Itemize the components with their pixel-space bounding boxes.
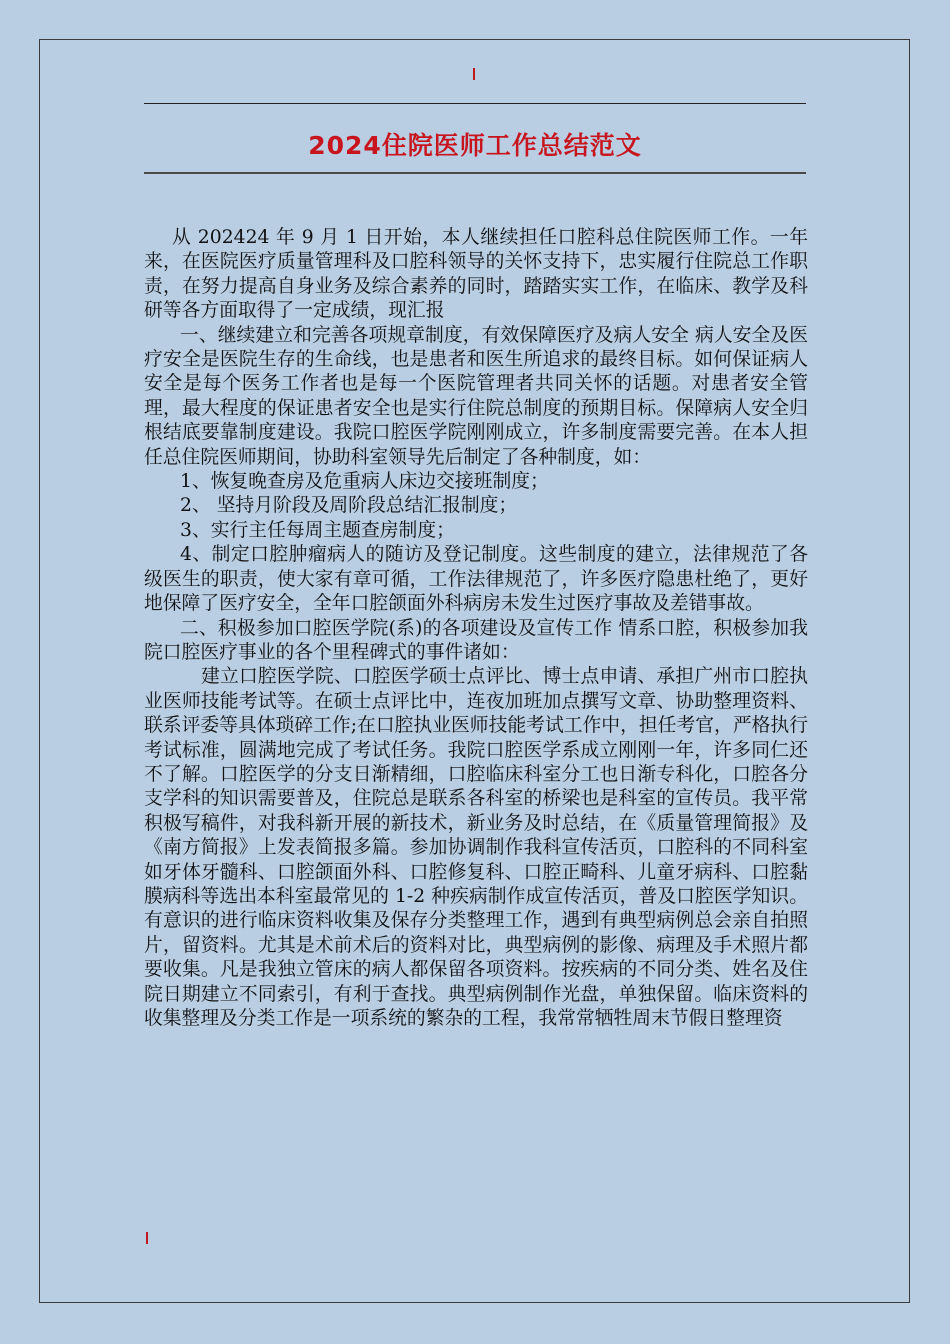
paragraph-section-1: 一、继续建立和完善各项规章制度，有效保障医疗及病人安全 病人安全及医疗安全是医院生存的生命线，也是患者和医生所追求的最终目标。如何保证病人安全是每个医务工作者也是每一个医院管理者共同关怀的话题。对患者安全管理，最大程度的保证患者安全也是实行住院总制度的预期目标。保障病人安全归根结底要靠制度建设。我院口腔医学院刚刚成立，许多制度需要完善。在本人担任总住院医师期间，协助科室领导先后制定了各种制度，如： <box>144 324 808 468</box>
paragraph-section-2: 二、积极参加口腔医学院(系)的各项建设及宣传工作 情系口腔，积极参加我院口腔医疗事业的各个里程碑式的事件诸如： <box>144 617 808 663</box>
footer-mark <box>146 1232 148 1244</box>
paragraph-intro: 从 202424 年 9 月 1 日开始，本人继续担任口腔科总住院医师工作。一年来，在医院医疗质量管理科及口腔科领导的关怀支持下，忠实履行住院总工作职责，在努力提高自身业务及综合素养的同时，踏踏实实工作，在临床、教学及科研等各方面取得了一定成绩，现汇报 <box>144 227 808 322</box>
title-underline <box>144 172 806 174</box>
header-rule <box>144 103 806 104</box>
list-item-2: 2、 坚持月阶段及周阶段总结汇报制度； <box>180 495 518 517</box>
document-body <box>144 226 808 1031</box>
list-item-4: 4、制定口腔肿瘤病人的随访及登记制度。这些制度的建立，法律规范了各级医生的职责，使大家有章可循，工作法律规范了，许多医疗隐患杜绝了，更好地保障了医疗安全，全年口腔颌面外科病房未发生过医疗事故及差错事故。 <box>144 544 808 615</box>
list-item-3: 3、实行主任每周主题查房制度； <box>180 519 455 541</box>
header-mark <box>473 68 475 80</box>
paragraph-section-2-body: 建立口腔医学院、口腔医学硕士点评比、博士点申请、承担广州市口腔执业医师技能考试等。在硕士点评比中，连夜加班加点撰写文章、协助整理资料、联系评委等具体琐碎工作;在口腔执业医师技能考试工作中，担任考官，严格执行考试标准，圆满地完成了考试任务。我院口腔医学系成立刚刚一年，许多同仁还不了解。口腔医学的分支日渐精细，口腔临床科室分工也日渐专科化，口腔各分支学科的知识需要普及，住院总是联系各科室的桥梁也是科室的宣传员。我平常积极写稿件，对我科新开展的新技术，新业务及时总结，在《质量管理简报》及《南方简报》上发表简报多篇。参加协调制作我科宣传活页，口腔科的不同科室如牙体牙髓科、口腔颌面外科、口腔修复科、口腔正畸科、儿童牙病科、口腔黏膜病科等选出本科室最常见的 1-2 种疾病制作成宣传活页，普及口腔医学知识。有意识的进行临床资料收集及保存分类整理工作，遇到有典型病例总会亲自拍照片，留资料。尤其是术前术后的资料对比，典型病例的影像、病理及手术照片都要收集。凡是我独立管床的病人都保留各项资料。按疾病的不同分类、姓名及住院日期建立不同索引，有利于查找。典型病例制作光盘，单独保留。临床资料的收集整理及分类工作是一项系统的繁杂的工程，我常常牺牲周末节假日整理资 <box>144 666 808 1029</box>
list-item-1: 1、恢复晚查房及危重病人床边交接班制度； <box>180 471 549 493</box>
document-title: 2024住院医师工作总结范文 <box>308 131 642 160</box>
